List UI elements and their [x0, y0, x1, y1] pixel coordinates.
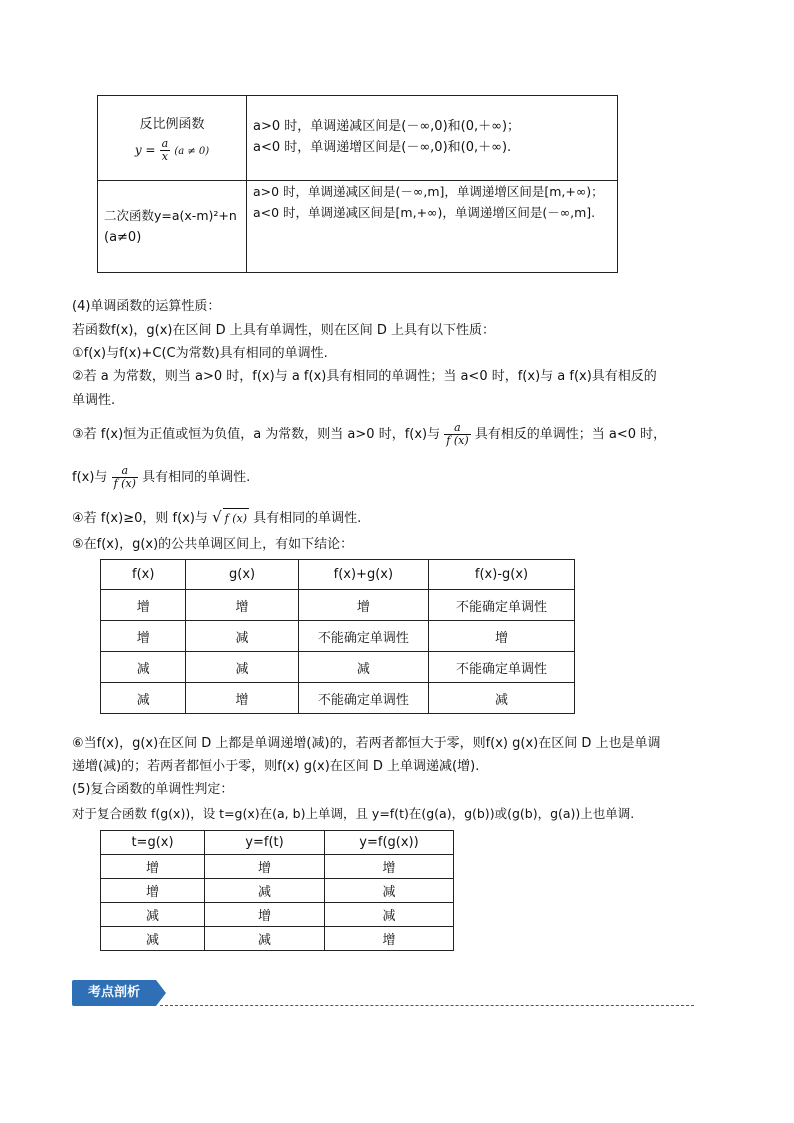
table2-cell: 不能确定单调性 [298, 621, 428, 652]
table2-cell: 减 [186, 621, 298, 652]
table2-cell: 减 [101, 683, 186, 714]
table2-cell: 增 [429, 621, 575, 652]
table3-cell: 增 [205, 903, 325, 927]
table3-cell: 增 [101, 879, 205, 903]
table2-cell: 减 [429, 683, 575, 714]
section-badge: 考点剖析 [72, 980, 156, 1006]
inverse-function-monotonicity [247, 96, 618, 181]
table3-header: y=f(g(x)) [325, 831, 454, 855]
quadratic-line-1: a>0 时，单调递减区间是(－∞,m]，单调递增区间是[m,+∞)； [253, 184, 604, 199]
table2-cell: 增 [101, 590, 186, 621]
table2-cell: 增 [298, 590, 428, 621]
quadratic-line-2: a<0 时，单调递减区间是[m,+∞)，单调递增区间是(－∞,m]. [253, 205, 596, 220]
property-2a: ②若 a 为常数，则当 a>0 时，f(x)与 a f(x)具有相同的单调性；当 a<0 时，f(x)与 a f(x)具有相反的 [72, 369, 657, 384]
table2-cell: 不能确定单调性 [429, 590, 575, 621]
property-6a: ⑥当f(x)，g(x)在区间 D 上都是单调递增(减)的，若两者都恒大于零，则f(x) g(x)在区间 D 上也是单调 [72, 736, 661, 751]
composite-intro: 对于复合函数 f(g(x))，设 t=g(x)在(a, b)上单调，且 y=f(t)在(g(a)，g(b))或(g(b)，g(a))上也单调. [72, 806, 635, 821]
quadratic-function-cell [98, 181, 247, 273]
a-over-fx-fraction-2: $\frac{a}{f (x)}$ [113, 464, 136, 490]
table3-cell: 减 [101, 927, 205, 951]
section-5-title: (5)复合函数的单调性判定： [72, 782, 234, 797]
property-3a: ③若 f(x)恒为正值或恒为负值，a 为常数，则当 a>0 时，f(x)与 $\frac{a}{f (x)}$ 具有相反的单调性；当 a<0 时， [72, 421, 667, 447]
quadratic-function-name: 二次函数y=a(x-m)²+n [104, 207, 237, 223]
property-4: ④若 f(x)≥0，则 f(x)与 √ f (x) 具有相同的单调性. [72, 507, 361, 529]
quadratic-function-cond: (a≠0) [104, 229, 142, 245]
table2-cell: 不能确定单调性 [298, 683, 428, 714]
section-4-intro: 若函数f(x)，g(x)在区间 D 上具有单调性，则在区间 D 上具有以下性质： [72, 323, 496, 338]
property-2b: 单调性. [72, 393, 116, 408]
section-4-title: (4)单调函数的运算性质： [72, 299, 221, 314]
sqrt-symbol: √ [212, 508, 222, 526]
table3-cell: 减 [325, 903, 454, 927]
table2-header: f(x) [101, 560, 186, 590]
table3-header: y=f(t) [205, 831, 325, 855]
composite-function-table [100, 830, 454, 951]
inverse-line-2: a<0 时，单调递增区间是(－∞,0)和(0,＋∞). [253, 140, 512, 155]
inverse-function-formula: y = $\frac{a}{x}$ (a ≠ 0) [134, 136, 210, 163]
property-6b: 递增(减)的；若两者都恒小于零，则f(x) g(x)在区间 D 上单调递减(增). [72, 759, 480, 774]
table3-cell: 减 [205, 927, 325, 951]
table3-header: t=g(x) [101, 831, 205, 855]
table2-header: f(x)+g(x) [298, 560, 428, 590]
quadratic-function-monotonicity [247, 181, 618, 273]
table2-cell: 增 [186, 683, 298, 714]
property-1: ①f(x)与f(x)+C(C为常数)具有相同的单调性. [72, 346, 328, 361]
property-3b: f(x)与 $\frac{a}{f (x)}$ 具有相同的单调性. [72, 464, 251, 490]
table3-cell: 减 [205, 879, 325, 903]
table3-cell: 减 [101, 903, 205, 927]
table2-cell: 增 [101, 621, 186, 652]
table3-cell: 增 [205, 855, 325, 879]
table2-cell: 增 [186, 590, 298, 621]
inverse-function-name: 反比例函数 [139, 116, 205, 132]
table2-cell: 减 [101, 652, 186, 683]
table2-cell: 不能确定单调性 [429, 652, 575, 683]
table2-cell: 减 [186, 652, 298, 683]
table3-cell: 增 [325, 927, 454, 951]
function-monotonicity-table [97, 95, 618, 273]
table3-cell: 减 [325, 879, 454, 903]
sum-difference-table [100, 559, 575, 714]
dashed-divider [160, 1005, 694, 1006]
table3-cell: 增 [101, 855, 205, 879]
table2-cell: 减 [298, 652, 428, 683]
table2-header: g(x) [186, 560, 298, 590]
table3-cell: 增 [325, 855, 454, 879]
table2-header: f(x)-g(x) [429, 560, 575, 590]
property-5: ⑤在f(x)，g(x)的公共单调区间上，有如下结论： [72, 537, 354, 552]
a-over-fx-fraction: $\frac{a}{f (x)}$ [446, 421, 469, 447]
inverse-function-cell [98, 96, 247, 181]
inverse-line-1: a>0 时，单调递减区间是(－∞,0)和(0,＋∞)； [253, 119, 521, 134]
